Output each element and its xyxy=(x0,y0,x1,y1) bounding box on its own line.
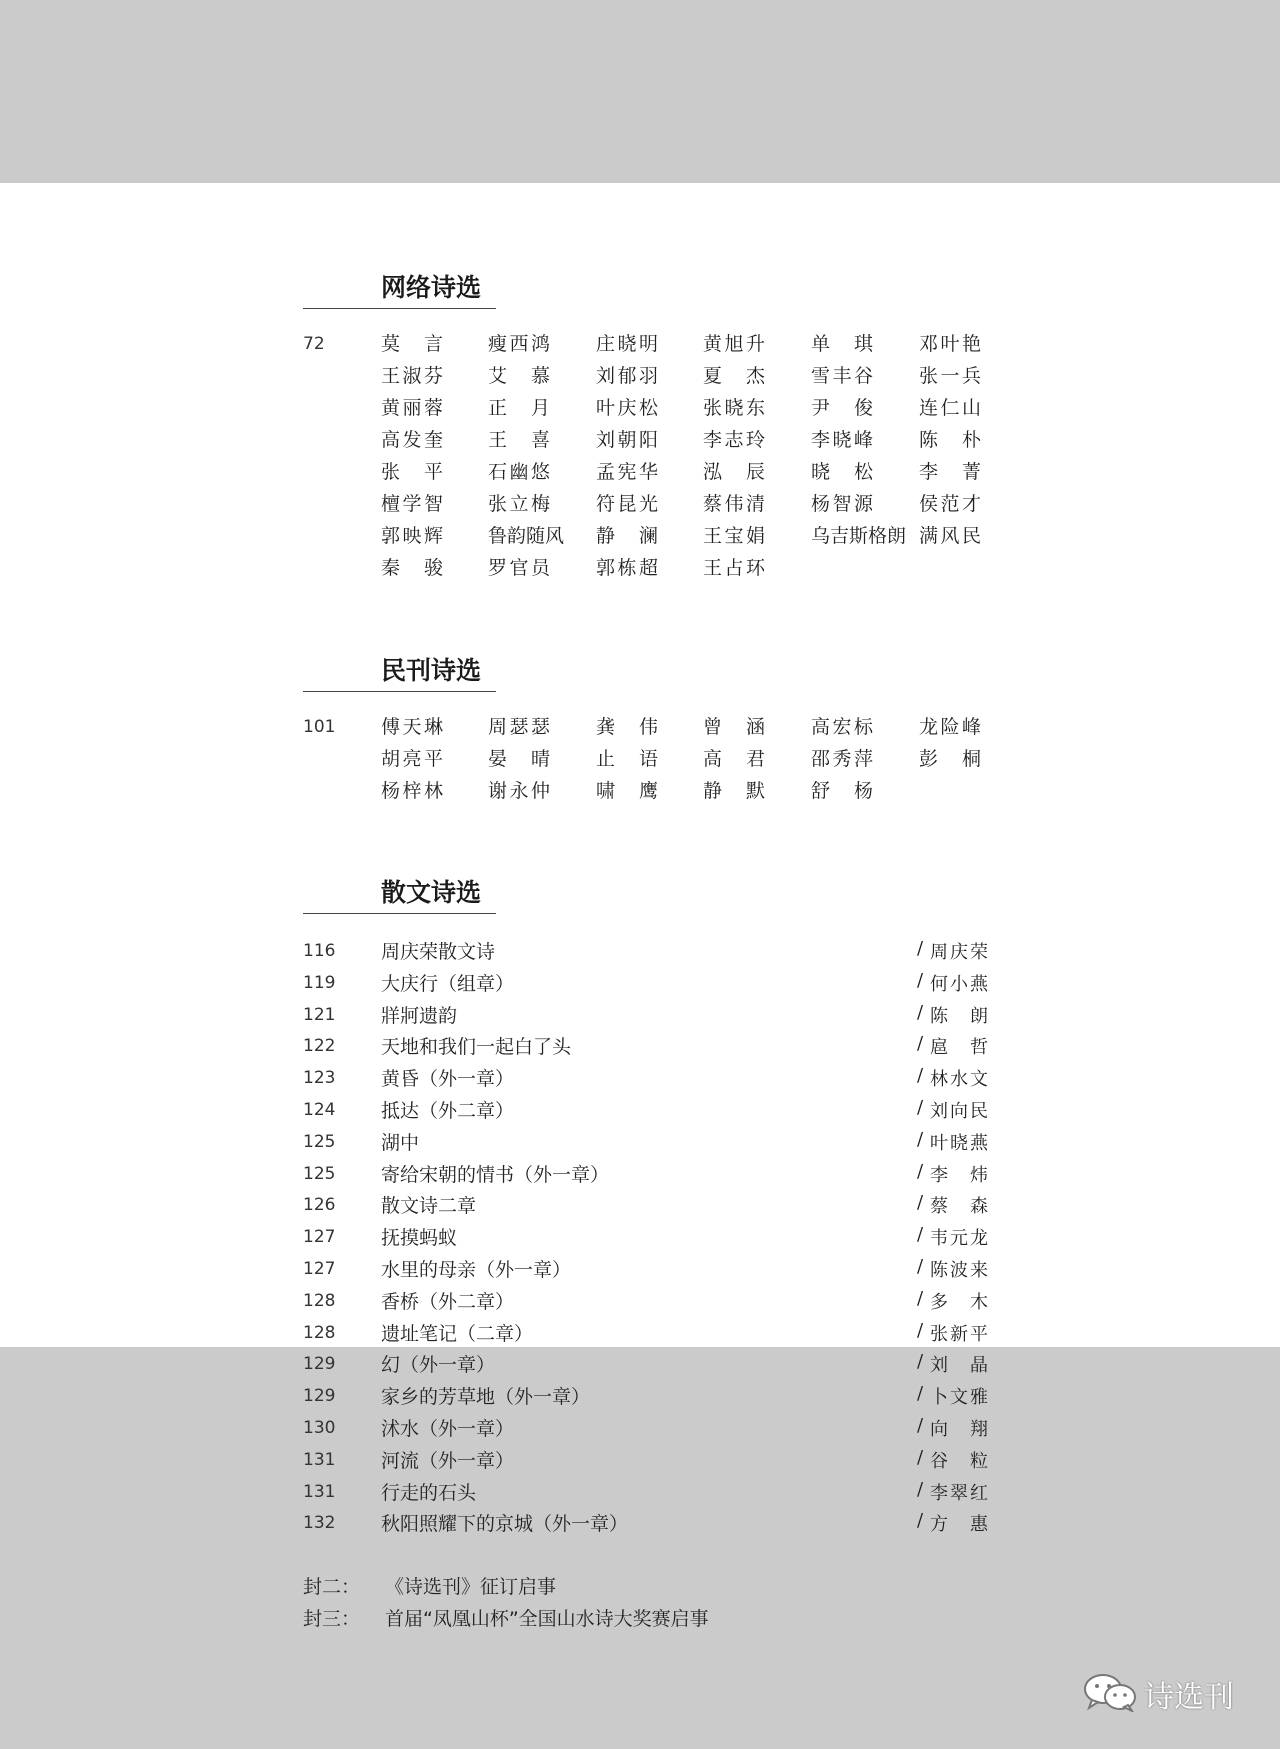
entry-title: 天地和我们一起白了头 xyxy=(381,1036,572,1059)
page-number: 124 xyxy=(303,1100,336,1120)
toc-entry xyxy=(303,1062,989,1094)
toc-entry xyxy=(303,1158,989,1190)
entry-title: 沭水（外一章） xyxy=(381,1418,515,1440)
entry-title: 散文诗二章 xyxy=(381,1195,477,1218)
author-name: 何小燕 xyxy=(930,973,988,995)
section-title: 散文诗选 xyxy=(381,878,482,907)
author-name: 莫言 xyxy=(381,333,443,355)
entry-title: 香桥（外二章） xyxy=(381,1290,515,1313)
author-name: 王淑芬 xyxy=(381,365,443,387)
author-name: 止语 xyxy=(596,748,658,770)
author-name: 檀学智 xyxy=(381,493,443,515)
author-name: 晏晴 xyxy=(488,748,550,770)
toc-entry xyxy=(303,999,989,1031)
cover-text: 首届“凤凰山杯”全国山水诗大奖赛启事 xyxy=(385,1608,709,1630)
author-name: 傅天琳 xyxy=(381,716,443,738)
toc-entry xyxy=(303,1476,989,1508)
slash-separator: / xyxy=(917,1128,924,1150)
slash-separator: / xyxy=(917,938,924,959)
page-number: 121 xyxy=(303,1004,336,1025)
author-name: 邓叶艳 xyxy=(919,333,981,355)
section-title: 网络诗选 xyxy=(381,273,482,302)
page-number: 72 xyxy=(303,334,325,354)
author-name: 静默 xyxy=(703,780,765,802)
slash-separator: / xyxy=(917,1033,924,1055)
author-name: 啸鹰 xyxy=(596,780,658,802)
page-number: 119 xyxy=(303,972,336,993)
author-name: 舒杨 xyxy=(811,780,873,802)
author-name: 李炜 xyxy=(930,1164,988,1186)
page-number: 125 xyxy=(303,1163,336,1184)
author-name: 张晓东 xyxy=(703,397,765,419)
author-name: 曾涵 xyxy=(703,716,765,738)
toc-entry xyxy=(303,1507,989,1539)
author-name: 静澜 xyxy=(596,525,658,547)
author-name: 高宏标 xyxy=(811,716,873,738)
toc-entry xyxy=(303,1126,989,1158)
author-name: 郭映辉 xyxy=(381,525,443,547)
page-number: 132 xyxy=(303,1513,336,1534)
wechat-icon xyxy=(1082,1672,1138,1712)
section-network-poems xyxy=(303,268,1003,588)
author-name: 单琪 xyxy=(811,333,873,355)
section-divider xyxy=(303,308,496,309)
author-name: 胡亮平 xyxy=(381,748,443,770)
author-name: 王喜 xyxy=(488,429,550,451)
slash-separator: / xyxy=(917,969,924,991)
page-number: 126 xyxy=(303,1195,336,1216)
author-name: 方惠 xyxy=(930,1514,988,1536)
author-name: 韦元龙 xyxy=(930,1228,988,1250)
slash-separator: / xyxy=(917,1256,924,1277)
author-name: 叶庆松 xyxy=(596,397,658,419)
page-number: 128 xyxy=(303,1322,336,1343)
author-name: 满风民 xyxy=(919,525,981,547)
page-number: 123 xyxy=(303,1068,336,1089)
page-number: 122 xyxy=(303,1036,336,1057)
slash-separator: / xyxy=(917,1415,924,1436)
author-name: 石幽悠 xyxy=(488,461,550,483)
page-number: 129 xyxy=(303,1354,336,1375)
author-name: 瘦西鸿 xyxy=(488,333,550,355)
page-number: 131 xyxy=(303,1449,336,1470)
toc-entry xyxy=(303,1444,989,1476)
author-name: 李翠红 xyxy=(930,1482,988,1504)
section-divider xyxy=(303,691,496,692)
author-name: 杨智源 xyxy=(811,493,873,515)
author-name: 龙险峰 xyxy=(919,716,981,738)
author-name: 罗官员 xyxy=(488,557,550,579)
author-name: 李菁 xyxy=(919,461,981,483)
slash-separator: / xyxy=(917,1160,924,1182)
author-name: 郭栋超 xyxy=(596,557,658,579)
entry-title: 河流（外一章） xyxy=(381,1449,515,1472)
author-name: 向翔 xyxy=(930,1419,988,1440)
slash-separator: / xyxy=(917,1319,924,1341)
page-number: 127 xyxy=(303,1259,336,1279)
author-name: 张平 xyxy=(381,461,443,483)
cover-note-inside-back xyxy=(303,1604,709,1631)
top-gray-band xyxy=(0,0,1280,183)
slash-separator: / xyxy=(917,1478,924,1500)
author-name: 陈朴 xyxy=(919,429,981,451)
section-folk-poems xyxy=(303,651,1003,811)
author-name: 龚伟 xyxy=(596,716,658,738)
author-name: 王占环 xyxy=(703,557,765,579)
slash-separator: / xyxy=(917,1510,924,1532)
author-name: 刘晶 xyxy=(930,1355,988,1377)
author-name: 侯范才 xyxy=(919,493,981,515)
author-name: 连仁山 xyxy=(919,397,981,419)
section-divider xyxy=(303,913,496,914)
author-name: 庄晓明 xyxy=(596,333,658,355)
entry-title: 行走的石头 xyxy=(381,1481,477,1504)
author-name: 刘郁羽 xyxy=(596,365,658,387)
slash-separator: / xyxy=(917,1287,924,1309)
slash-separator: / xyxy=(917,1192,924,1214)
author-name: 孟宪华 xyxy=(596,461,658,483)
page-number: 130 xyxy=(303,1418,336,1438)
entry-title: 周庆荣散文诗 xyxy=(381,941,496,963)
toc-entry xyxy=(303,1221,989,1253)
entry-title: 寄给宋朝的情书（外一章） xyxy=(381,1163,610,1186)
author-name: 黄旭升 xyxy=(703,333,765,355)
slash-separator: / xyxy=(917,1097,924,1118)
toc-entry xyxy=(303,1317,989,1349)
author-name: 多木 xyxy=(930,1291,988,1313)
toc-entry xyxy=(303,1253,989,1285)
author-name: 蔡森 xyxy=(930,1196,988,1218)
author-name: 秦骏 xyxy=(381,557,443,579)
entry-title: 抚摸蚂蚁 xyxy=(381,1227,458,1250)
toc-entry xyxy=(303,1285,989,1317)
entry-title: 黄昏（外一章） xyxy=(381,1068,515,1091)
toc-entry xyxy=(303,1348,989,1380)
entry-title: 抵达（外二章） xyxy=(381,1100,515,1122)
author-name: 刘向民 xyxy=(930,1101,988,1122)
author-name: 谷粒 xyxy=(930,1450,988,1472)
author-name: 杨梓林 xyxy=(381,780,443,802)
author-name: 谢永仲 xyxy=(488,780,550,802)
author-name: 刘朝阳 xyxy=(596,429,658,451)
author-name: 李晓峰 xyxy=(811,429,873,451)
author-name: 蔡伟清 xyxy=(703,493,765,515)
author-name: 周庆荣 xyxy=(930,942,988,963)
author-name: 黄丽蓉 xyxy=(381,397,443,419)
entry-title: 遗址笔记（二章） xyxy=(381,1322,534,1345)
author-name: 高君 xyxy=(703,748,765,770)
toc-entry xyxy=(303,967,989,999)
author-name: 夏杰 xyxy=(703,365,765,387)
author-name: 雪丰谷 xyxy=(811,365,873,387)
entry-title: 幻（外一章） xyxy=(381,1354,496,1377)
slash-separator: / xyxy=(917,1383,924,1405)
section-title: 民刊诗选 xyxy=(381,656,482,685)
toc-entry xyxy=(303,1094,989,1126)
author-name: 彭桐 xyxy=(919,748,981,770)
author-name: 符昆光 xyxy=(596,493,658,515)
author-name: 晓松 xyxy=(811,461,873,483)
toc-entry xyxy=(303,935,989,967)
author-name: 张新平 xyxy=(930,1323,988,1345)
page-number: 128 xyxy=(303,1290,336,1311)
page-number: 129 xyxy=(303,1386,336,1407)
toc-entry xyxy=(303,1030,989,1062)
cover-note-inside-front xyxy=(303,1572,556,1599)
author-name: 叶晓燕 xyxy=(930,1132,988,1154)
author-name: 陈朗 xyxy=(930,1005,988,1027)
page-number: 131 xyxy=(303,1481,336,1502)
cover-label: 封二： xyxy=(303,1576,361,1598)
toc-entry xyxy=(303,1412,989,1444)
page-number: 125 xyxy=(303,1131,336,1152)
entry-title: 秋阳照耀下的京城（外一章） xyxy=(381,1513,629,1536)
entry-title: 大庆行（组章） xyxy=(381,972,515,995)
slash-separator: / xyxy=(917,1446,924,1468)
author-name: 尹俊 xyxy=(811,397,873,419)
section-prose-poems xyxy=(303,873,1003,1536)
page-number: 127 xyxy=(303,1227,336,1248)
cover-text: 《诗选刊》征订启事 xyxy=(385,1576,557,1598)
toc-entry xyxy=(303,1189,989,1221)
page-number: 116 xyxy=(303,941,336,961)
entry-title: 牂牁遗韵 xyxy=(381,1004,458,1027)
author-name: 张一兵 xyxy=(919,365,981,387)
slash-separator: / xyxy=(917,1224,924,1246)
entry-title: 水里的母亲（外一章） xyxy=(381,1259,572,1281)
slash-separator: / xyxy=(917,1001,924,1023)
author-name: 鲁韵随风 xyxy=(488,525,565,547)
cover-label: 封三： xyxy=(303,1608,361,1630)
author-name: 泓辰 xyxy=(703,461,765,483)
entry-title: 湖中 xyxy=(381,1131,420,1154)
author-name: 乌吉斯格朗 xyxy=(811,525,907,547)
author-name: 张立梅 xyxy=(488,493,550,515)
author-name: 李志玲 xyxy=(703,429,765,451)
slash-separator: / xyxy=(917,1351,924,1373)
page-number: 101 xyxy=(303,717,336,737)
slash-separator: / xyxy=(917,1065,924,1087)
author-name: 林水文 xyxy=(930,1069,988,1091)
entry-title: 家乡的芳草地（外一章） xyxy=(381,1386,591,1409)
author-name: 周瑟瑟 xyxy=(488,716,550,738)
author-name: 正月 xyxy=(488,397,550,419)
author-name: 卜文雅 xyxy=(930,1387,988,1409)
toc-entry xyxy=(303,1380,989,1412)
author-name: 扈哲 xyxy=(930,1037,988,1059)
logo-text: 诗选刊 xyxy=(1144,1680,1234,1715)
author-name: 艾慕 xyxy=(488,365,550,387)
author-name: 王宝娟 xyxy=(703,525,765,547)
author-name: 陈波来 xyxy=(930,1260,988,1281)
author-name: 邵秀萍 xyxy=(811,748,873,770)
author-name: 高发奎 xyxy=(381,429,443,451)
